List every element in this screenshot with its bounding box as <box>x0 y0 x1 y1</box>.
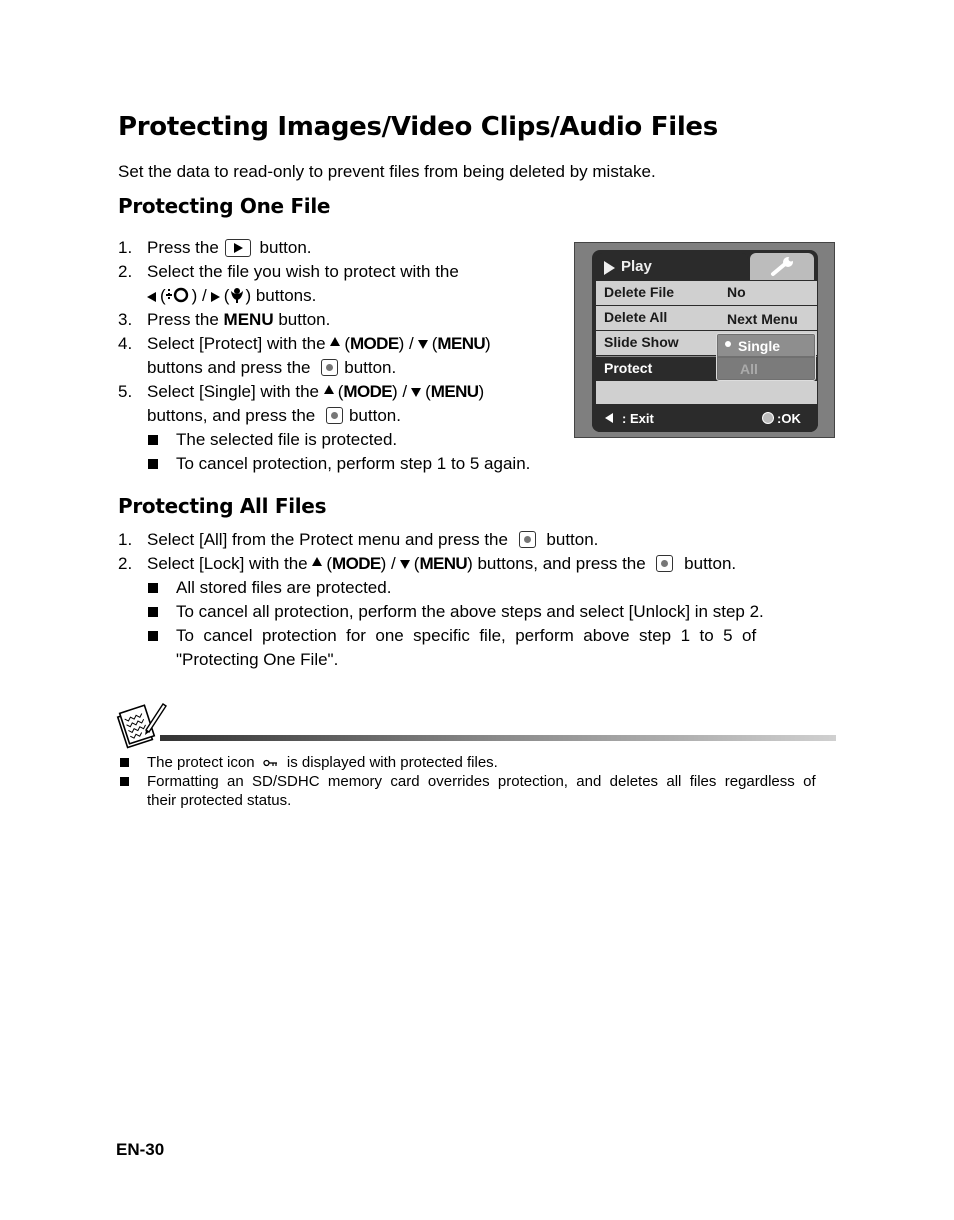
tab-label: Play <box>621 258 652 275</box>
note-text: The protect icon <box>147 754 255 771</box>
step-1 <box>147 236 312 260</box>
menu-item-label: Slide Show <box>604 334 679 350</box>
paren: ( <box>337 382 344 401</box>
down-arrow-icon <box>411 388 421 397</box>
paren: ( <box>160 286 166 305</box>
ok-button-icon <box>326 407 343 424</box>
notepad-pencil-icon <box>116 700 168 750</box>
submenu-option-selected <box>718 335 814 356</box>
menu-label: MENU <box>419 554 468 573</box>
ok-label: :OK <box>777 411 801 426</box>
step-text: Select [All] from the Protect menu and press the <box>147 530 508 549</box>
menu-label: MENU <box>430 382 479 401</box>
menu-label: MENU <box>437 334 486 353</box>
down-arrow-icon <box>418 340 428 349</box>
step-number: 2. <box>118 262 133 281</box>
separator: ) / <box>380 554 396 573</box>
mode-label: MODE <box>332 554 381 573</box>
paren: ( <box>326 554 333 573</box>
step-1 <box>147 528 598 552</box>
menu-item-label: Delete All <box>604 309 668 325</box>
up-arrow-icon <box>312 557 322 566</box>
exit-label: : Exit <box>622 411 654 426</box>
down-arrow-icon <box>400 560 410 569</box>
menu-label: MENU <box>223 310 274 329</box>
separator: ) / <box>191 286 207 305</box>
step-5 <box>147 380 484 404</box>
menu-row <box>596 306 817 330</box>
bullet-text: The selected file is protected. <box>176 430 398 449</box>
step-2 <box>147 552 736 576</box>
note-divider <box>160 735 836 741</box>
left-arrow-icon <box>605 413 613 423</box>
paren: ) <box>485 334 491 353</box>
section-heading-one-file: Protecting One File <box>118 194 331 218</box>
camera-menu-screen <box>574 242 835 438</box>
bullet-text: All stored files are protected. <box>176 578 392 597</box>
step-text: buttons and press the <box>147 358 311 377</box>
step-number: 1. <box>118 530 133 549</box>
menu-item-label: Protect <box>604 360 653 376</box>
empty-row <box>596 381 817 404</box>
self-timer-icon <box>166 287 192 303</box>
menu-row <box>596 281 817 305</box>
separator: ) / <box>398 334 414 353</box>
paren: ( <box>223 286 230 305</box>
play-tab <box>596 253 748 280</box>
mode-label: MODE <box>343 382 392 401</box>
step-text: button. <box>546 530 599 549</box>
menu-item-label: Delete File <box>604 284 675 300</box>
step-3 <box>147 308 330 332</box>
paren: ( <box>431 334 438 353</box>
camera-lcd <box>592 250 818 432</box>
paren: ( <box>425 382 431 401</box>
up-arrow-icon <box>330 337 340 346</box>
ok-button-icon <box>656 555 673 572</box>
step-text: Press the <box>147 310 219 329</box>
bullet-square-icon <box>148 583 158 593</box>
radio-dot-icon <box>725 341 731 347</box>
step-number: 1. <box>118 238 133 257</box>
submenu-option-label: Single <box>738 338 781 354</box>
bullet-text: To cancel all protection, perform the above steps and select [Unlock] in step 2. <box>176 602 764 621</box>
bullet-square-icon <box>148 607 158 617</box>
step-4-cont <box>147 356 396 380</box>
bullet-square-icon <box>120 758 129 767</box>
play-icon <box>604 261 615 275</box>
left-arrow-icon <box>147 292 156 302</box>
step-4 <box>147 332 491 356</box>
up-arrow-icon <box>324 385 334 394</box>
step-text: buttons, and press the <box>147 406 316 425</box>
camera-footer <box>592 404 818 432</box>
separator: ) / <box>392 382 408 401</box>
menu-item-value: No <box>727 284 746 300</box>
bullet-square-icon <box>120 777 129 786</box>
step-text: Select [Protect] with the <box>147 334 326 353</box>
page-number: EN-30 <box>116 1140 165 1159</box>
step-2 <box>147 260 459 284</box>
step-number: 2. <box>118 554 133 573</box>
macro-flower-icon <box>229 287 245 303</box>
step-text: button. <box>259 238 312 257</box>
mode-label: MODE <box>350 334 399 353</box>
paren: ( <box>344 334 350 353</box>
step-2-cont <box>147 284 316 308</box>
step-text: Select [Lock] with the <box>147 554 308 573</box>
note-2: Formatting an SD/SDHC memory card overrides protection, and deletes all files regardless of <box>147 773 816 790</box>
step-text: button. <box>684 554 737 573</box>
step-text: ) buttons. <box>245 286 317 305</box>
bullet-square-icon <box>148 459 158 469</box>
bullet-square-icon <box>148 631 158 641</box>
play-button-icon <box>225 239 251 257</box>
setup-tab <box>750 253 814 280</box>
ok-button-icon <box>321 359 338 376</box>
step-5-cont <box>147 404 401 428</box>
step-text: Select [Single] with the <box>147 382 319 401</box>
step-text: Press the <box>147 238 219 257</box>
paren: ( <box>413 554 420 573</box>
step-text: button. <box>348 406 401 425</box>
step-number: 3. <box>118 310 133 329</box>
step-number: 5. <box>118 382 133 401</box>
intro-text: Set the data to read-only to prevent files from being deleted by mistake. <box>118 162 656 181</box>
note-2-cont: their protected status. <box>147 792 292 809</box>
menu-item-value: Next Menu <box>727 311 798 327</box>
bullet-text-cont: "Protecting One File". <box>176 650 339 669</box>
submenu-option <box>718 358 814 379</box>
ok-button-icon <box>519 531 536 548</box>
bullet-square-icon <box>148 435 158 445</box>
wrench-icon <box>769 256 799 278</box>
submenu-popup <box>716 333 816 381</box>
step-text: ) buttons, and press the <box>467 554 646 573</box>
page-title: Protecting Images/Video Clips/Audio Files <box>118 112 718 142</box>
note-1 <box>147 753 498 772</box>
right-arrow-icon <box>211 292 220 302</box>
step-number: 4. <box>118 334 133 353</box>
bullet-text: To cancel protection, perform step 1 to 5 again. <box>176 454 531 473</box>
ok-button-icon <box>762 412 774 424</box>
step-text: Select the file you wish to protect with the <box>147 262 459 281</box>
bullet-text: To cancel protection for one specific file, perform above step 1 to 5 of <box>176 626 757 645</box>
step-text: button. <box>344 358 397 377</box>
paren: ) <box>478 382 485 401</box>
key-protect-icon <box>263 759 279 767</box>
section-heading-all-files: Protecting All Files <box>118 494 327 518</box>
note-text: is displayed with protected files. <box>286 754 498 771</box>
step-text: button. <box>278 310 331 329</box>
submenu-option-label: All <box>740 361 758 377</box>
